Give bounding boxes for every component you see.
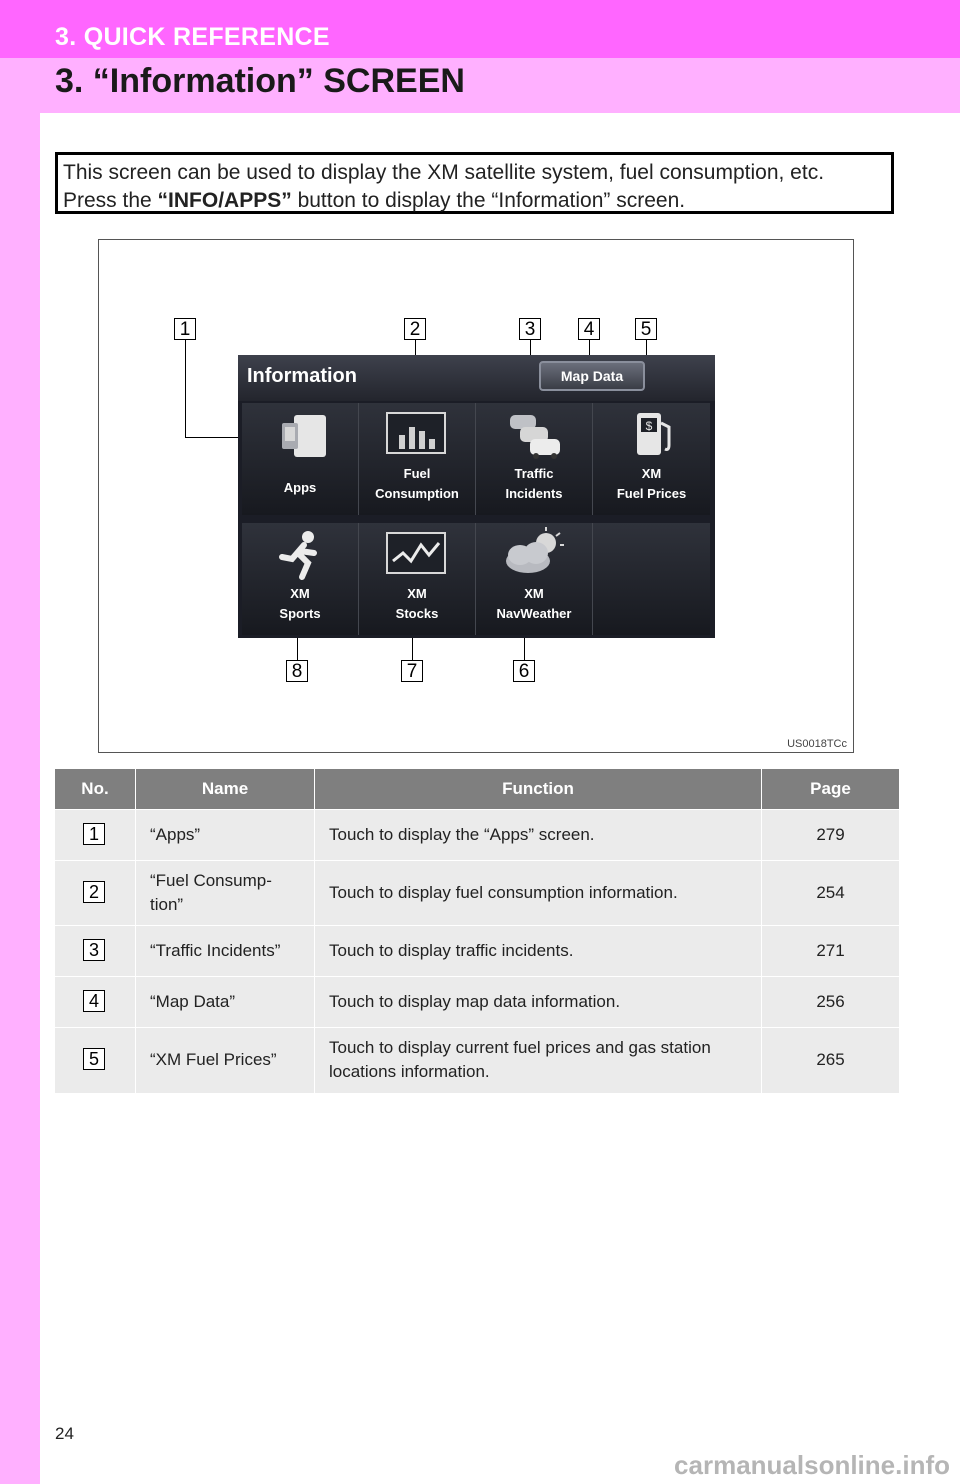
callout-8: 8	[286, 660, 308, 682]
intro-line-2	[63, 187, 891, 215]
table-row	[55, 861, 899, 926]
empty-tile	[593, 523, 710, 635]
xm-fuel-label-line2: Fuel Prices	[616, 486, 687, 501]
row-page: 279	[762, 810, 900, 861]
fuel-pump-icon	[619, 409, 683, 461]
section-header-band	[0, 0, 960, 58]
xm-navweather-label-line1: XM	[524, 586, 544, 601]
xm-sports-label-line1: XM	[290, 586, 310, 601]
screen-header	[238, 355, 715, 401]
weather-icon	[498, 527, 568, 579]
row-callout: 3	[83, 939, 105, 961]
xm-sports-label-line2: Sports	[279, 606, 321, 621]
runner-icon	[268, 529, 332, 581]
table-row	[55, 810, 899, 861]
row-callout: 2	[83, 881, 105, 903]
intro-line-2-post: button to display the “Information” screen.	[291, 189, 686, 212]
row-name: “Apps”	[136, 810, 315, 861]
reference-table	[55, 769, 899, 1093]
table-header-row	[55, 769, 899, 810]
xm-navweather-label-line2: NavWeather	[496, 606, 572, 621]
row-function: Touch to display map data information.	[315, 977, 762, 1028]
xm-fuel-label-line1: XM	[641, 466, 662, 481]
watermark: carmanualsonline.info	[674, 1450, 950, 1480]
col-header-name: Name	[136, 769, 315, 810]
row-callout: 5	[83, 1048, 105, 1070]
xm-navweather-tile[interactable]	[476, 523, 593, 635]
xm-fuel-prices-tile[interactable]	[593, 403, 710, 515]
xm-stocks-label-line1: XM	[407, 586, 427, 601]
col-header-no: No.	[55, 769, 136, 810]
callout-5: 5	[635, 318, 657, 340]
traffic-label-line1: Traffic	[514, 466, 554, 481]
page-title: 3. “Information” SCREEN	[55, 62, 465, 100]
row-page: 254	[762, 861, 900, 926]
apps-tile[interactable]	[242, 403, 359, 515]
svg-text:$: $	[645, 419, 653, 433]
figure-code: US0018TCc	[787, 738, 847, 750]
traffic-incidents-tile[interactable]	[476, 403, 593, 515]
row-page: 271	[762, 926, 900, 977]
row-function: Touch to display traffic incidents.	[315, 926, 762, 977]
row-function: Touch to display current fuel prices and gas station locations information.	[315, 1028, 762, 1093]
fuel-label-line1: Fuel	[403, 466, 431, 481]
information-screen	[238, 355, 715, 638]
row-page: 265	[762, 1028, 900, 1093]
xm-stocks-label-line2: Stocks	[395, 606, 439, 621]
apps-icon	[268, 413, 332, 461]
screen-illustration	[98, 239, 854, 753]
row-name: “Map Data”	[136, 977, 315, 1028]
callout-2: 2	[404, 318, 426, 340]
row-function: Touch to display fuel consumption information.	[315, 861, 762, 926]
screen-title: Information	[247, 365, 357, 387]
section-label: 3. QUICK REFERENCE	[55, 23, 330, 51]
stock-chart-icon	[385, 531, 449, 579]
row-function: Touch to display the “Apps” screen.	[315, 810, 762, 861]
table-row	[55, 1028, 899, 1093]
fuel-label-line2: Consumption	[375, 486, 459, 501]
row-callout: 1	[83, 823, 105, 845]
xm-sports-tile[interactable]	[242, 523, 359, 635]
col-header-function: Function	[315, 769, 762, 810]
callout-6: 6	[513, 660, 535, 682]
intro-line-1: This screen can be used to display the XM satellite system, fuel consumption, etc.	[63, 161, 825, 184]
apps-label: Apps	[283, 480, 317, 495]
traffic-label-line2: Incidents	[505, 486, 563, 501]
row-page: 256	[762, 977, 900, 1028]
table-row	[55, 926, 899, 977]
map-data-button[interactable]: Map Data	[539, 361, 645, 391]
traffic-cars-icon	[502, 409, 566, 461]
page-number: 24	[55, 1424, 74, 1443]
bar-chart-icon	[385, 411, 449, 459]
row-name: “Fuel Consump-tion”	[136, 861, 315, 926]
row-name: “XM Fuel Prices”	[136, 1028, 315, 1093]
table-row	[55, 977, 899, 1028]
intro-line-2-pre: Press the	[63, 189, 158, 212]
row-name: “Traffic Incidents”	[136, 926, 315, 977]
callout-3: 3	[519, 318, 541, 340]
col-header-page: Page	[762, 769, 900, 810]
row-callout: 4	[83, 990, 105, 1012]
fuel-consumption-tile[interactable]	[359, 403, 476, 515]
callout-7: 7	[401, 660, 423, 682]
callout-1: 1	[174, 318, 196, 340]
leader-line-1	[185, 340, 186, 438]
intro-box	[55, 152, 894, 214]
xm-stocks-tile[interactable]	[359, 523, 476, 635]
left-color-strip	[0, 0, 40, 1484]
info-apps-button-name: “INFO/APPS”	[157, 189, 292, 212]
callout-4: 4	[578, 318, 600, 340]
